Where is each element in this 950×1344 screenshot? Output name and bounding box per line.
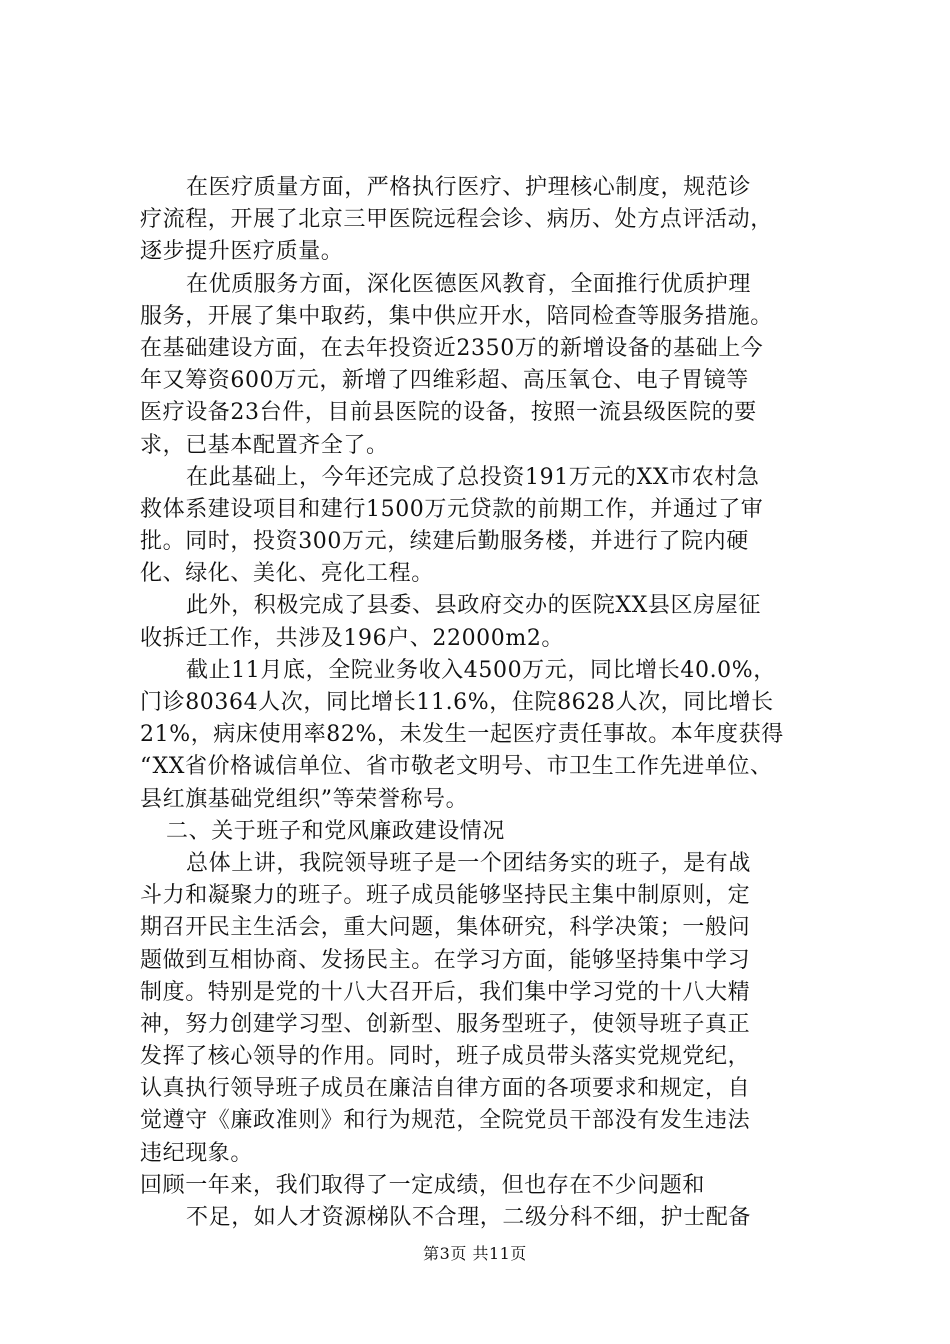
text-line: 在此基础上，今年还完成了总投资191万元的XX市农村急 (186, 464, 760, 490)
text-line: 截止11月底，全院业务收入4500万元，同比增长40.0%， (186, 657, 776, 683)
text-line: 此外，积极完成了县委、县政府交办的医院XX县区房屋征 (186, 593, 761, 619)
text-line: 服务，开展了集中取药，集中供应开水，陪同检查等服务措施。 (140, 303, 773, 329)
text-line: 题做到互相协商、发扬民主。在学习方面，能够坚持集中学习 (140, 947, 751, 973)
text-line: 县红旗基础党组织”等荣誉称号。 (140, 786, 469, 812)
text-line: 觉遵守《廉政准则》和行为规范，全院党员干部没有发生违法 (140, 1108, 751, 1134)
text-line: 21%，病床使用率82%，未发生一起医疗责任事故。本年度获得 (140, 722, 784, 748)
text-line: 期召开民主生活会，重大问题，集体研究，科学决策；一般问 (140, 915, 751, 941)
text-line: 化、绿化、美化、亮化工程。 (140, 561, 434, 587)
text-line: 违纪现象。 (140, 1140, 254, 1166)
text-line: 门诊80364人次，同比增长11.6%，住院8628人次，同比增长 (140, 690, 774, 715)
text-line: 疗流程，开展了北京三甲医院远程会诊、病历、处方点评活动， (140, 207, 773, 233)
text-line: 逐步提升医疗质量。 (140, 239, 344, 265)
text-line: 收拆迁工作，共涉及196户、22000m2。 (140, 625, 565, 651)
text-line: “XX省价格诚信单位、省市敬老文明号、市卫生工作先进单位、 (140, 754, 773, 780)
text-line: 不足，如人才资源梯队不合理，二级分科不细，护士配备 (186, 1205, 752, 1230)
text-line: 神，努力创建学习型、创新型、服务型班子，使领导班子真正 (140, 1011, 751, 1037)
text-line: 总体上讲，我院领导班子是一个团结务实的班子，是有战 (186, 850, 752, 876)
text-line: 认真执行领导班子成员在廉洁自律方面的各项要求和规定，自 (140, 1076, 751, 1102)
text-line: 求，已基本配置齐全了。 (140, 432, 389, 458)
text-line: 制度。特别是党的十八大召开后，我们集中学习党的十八大精 (140, 979, 751, 1005)
document-body (140, 172, 832, 1234)
text-line: 医疗设备23台件，目前县医院的设备，按照一流县级医院的要 (140, 400, 757, 426)
text-line: 在医疗质量方面，严格执行医疗、护理核心制度，规范诊 (186, 175, 752, 200)
section-heading: 二、关于班子和党风廉政建设情况 (166, 818, 506, 844)
page-number-footer: 第3页 共11页 (423, 1244, 527, 1263)
text-line: 斗力和凝聚力的班子。班子成员能够坚持民主集中制原则，定 (140, 883, 751, 909)
text-line: 发挥了核心领导的作用。同时，班子成员带头落实党规党纪， (140, 1044, 751, 1070)
text-line: 批。同时，投资300万元，续建后勤服务楼，并进行了院内硬 (140, 529, 749, 555)
text-line: 救体系建设项目和建行1500万元贷款的前期工作，并通过了审 (140, 496, 764, 522)
text-line: 年又筹资600万元，新增了四维彩超、高压氧仓、电子胃镜等 (140, 368, 749, 394)
text-line: 在优质服务方面，深化医德医风教育，全面推行优质护理 (186, 271, 752, 297)
text-line: 回顾一年来，我们取得了一定成绩，但也存在不少问题和 (140, 1172, 706, 1198)
text-line: 在基础建设方面，在去年投资近2350万的新增设备的基础上今 (140, 335, 764, 361)
